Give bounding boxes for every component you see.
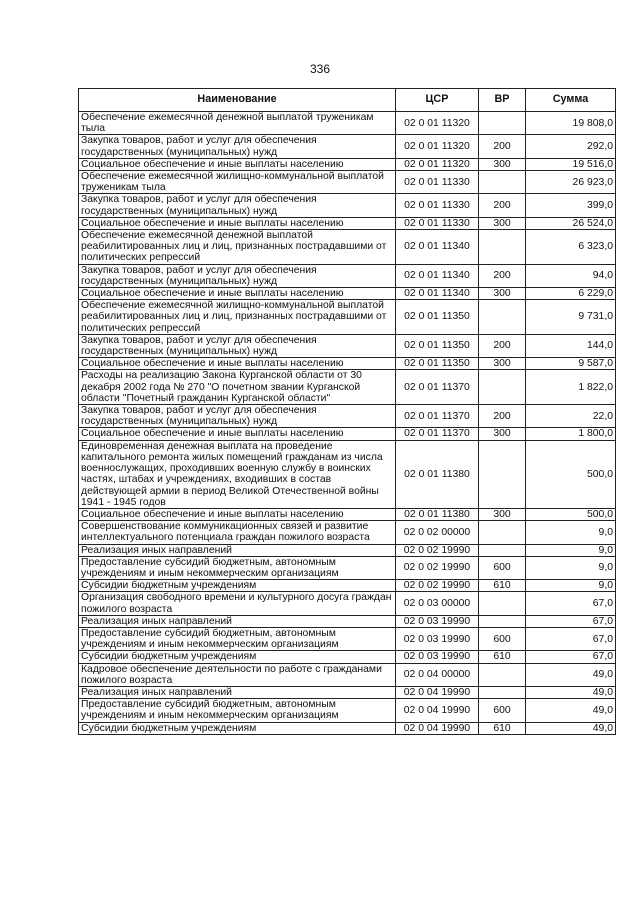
table-row bbox=[79, 521, 616, 544]
table-row bbox=[79, 358, 616, 370]
row-sum: 9 587,0 bbox=[526, 358, 616, 370]
table-row bbox=[79, 264, 616, 287]
row-sum: 67,0 bbox=[526, 627, 616, 650]
row-csr: 02 0 03 19990 bbox=[396, 627, 479, 650]
table-row bbox=[79, 405, 616, 428]
row-csr: 02 0 03 19990 bbox=[396, 615, 479, 627]
row-name: Обеспечение ежемесячной жилищно-коммунальной выплатой труженикам тыла bbox=[79, 171, 396, 194]
table-row bbox=[79, 158, 616, 170]
row-name: Социальное обеспечение и иные выплаты населению bbox=[79, 217, 396, 229]
table-row bbox=[79, 722, 616, 734]
row-csr: 02 0 01 11370 bbox=[396, 370, 479, 405]
row-sum: 49,0 bbox=[526, 722, 616, 734]
row-sum: 1 800,0 bbox=[526, 428, 616, 440]
row-vr bbox=[479, 440, 526, 508]
row-name: Обеспечение ежемесячной жилищно-коммунальной выплатой реабилитированных лиц и лиц, признанных пострадавшими от политических репрессий bbox=[79, 300, 396, 335]
row-sum: 67,0 bbox=[526, 615, 616, 627]
table-row bbox=[79, 508, 616, 520]
row-vr bbox=[479, 544, 526, 556]
row-name: Закупка товаров, работ и услуг для обеспечения государственных (муниципальных) нужд bbox=[79, 264, 396, 287]
row-vr bbox=[479, 592, 526, 615]
row-sum: 67,0 bbox=[526, 592, 616, 615]
row-csr: 02 0 01 11320 bbox=[396, 158, 479, 170]
budget-table bbox=[78, 88, 616, 735]
row-sum: 9,0 bbox=[526, 580, 616, 592]
table-row bbox=[79, 217, 616, 229]
row-name: Субсидии бюджетным учреждениям bbox=[79, 651, 396, 663]
row-name: Предоставление субсидий бюджетным, автономным учреждениям и иным некоммерческим организациям bbox=[79, 627, 396, 650]
row-csr: 02 0 01 11370 bbox=[396, 428, 479, 440]
table-row bbox=[79, 580, 616, 592]
row-name: Обеспечение ежемесячной денежной выплатой труженикам тыла bbox=[79, 112, 396, 135]
row-vr: 300 bbox=[479, 428, 526, 440]
table-row bbox=[79, 194, 616, 217]
row-name: Обеспечение ежемесячной денежной выплатой реабилитированных лиц и лиц, признанных пострадавшими от политических репрессий bbox=[79, 230, 396, 265]
row-sum: 19 516,0 bbox=[526, 158, 616, 170]
row-name: Социальное обеспечение и иные выплаты населению bbox=[79, 508, 396, 520]
row-name: Реализация иных направлений bbox=[79, 615, 396, 627]
row-csr: 02 0 01 11380 bbox=[396, 508, 479, 520]
table-row bbox=[79, 370, 616, 405]
row-sum: 1 822,0 bbox=[526, 370, 616, 405]
row-sum: 49,0 bbox=[526, 663, 616, 686]
row-csr: 02 0 04 19990 bbox=[396, 686, 479, 698]
row-vr: 200 bbox=[479, 334, 526, 357]
table-row bbox=[79, 135, 616, 158]
row-name: Закупка товаров, работ и услуг для обеспечения государственных (муниципальных) нужд bbox=[79, 194, 396, 217]
row-vr: 300 bbox=[479, 158, 526, 170]
table-row bbox=[79, 699, 616, 722]
row-vr bbox=[479, 663, 526, 686]
row-vr: 610 bbox=[479, 722, 526, 734]
row-sum: 292,0 bbox=[526, 135, 616, 158]
row-name: Субсидии бюджетным учреждениям bbox=[79, 580, 396, 592]
row-sum: 399,0 bbox=[526, 194, 616, 217]
row-sum: 500,0 bbox=[526, 440, 616, 508]
row-name: Кадровое обеспечение деятельности по работе с гражданами пожилого возраста bbox=[79, 663, 396, 686]
row-vr: 600 bbox=[479, 556, 526, 579]
row-vr: 610 bbox=[479, 580, 526, 592]
row-vr: 610 bbox=[479, 651, 526, 663]
table-body bbox=[79, 112, 616, 735]
row-sum: 144,0 bbox=[526, 334, 616, 357]
row-vr bbox=[479, 615, 526, 627]
row-sum: 67,0 bbox=[526, 651, 616, 663]
row-sum: 49,0 bbox=[526, 686, 616, 698]
row-sum: 22,0 bbox=[526, 405, 616, 428]
row-name: Предоставление субсидий бюджетным, автономным учреждениям и иным некоммерческим организациям bbox=[79, 699, 396, 722]
row-csr: 02 0 02 19990 bbox=[396, 580, 479, 592]
row-sum: 9,0 bbox=[526, 556, 616, 579]
row-name: Социальное обеспечение и иные выплаты населению bbox=[79, 288, 396, 300]
row-csr: 02 0 04 19990 bbox=[396, 722, 479, 734]
table-row bbox=[79, 334, 616, 357]
row-csr: 02 0 02 00000 bbox=[396, 521, 479, 544]
row-csr: 02 0 01 11320 bbox=[396, 112, 479, 135]
row-name: Закупка товаров, работ и услуг для обеспечения государственных (муниципальных) нужд bbox=[79, 334, 396, 357]
header-sum: Сумма bbox=[526, 89, 616, 112]
header-csr: ЦСР bbox=[396, 89, 479, 112]
row-csr: 02 0 01 11370 bbox=[396, 405, 479, 428]
row-vr: 300 bbox=[479, 508, 526, 520]
table-row bbox=[79, 592, 616, 615]
row-csr: 02 0 01 11340 bbox=[396, 230, 479, 265]
row-sum: 26 524,0 bbox=[526, 217, 616, 229]
row-sum: 6 323,0 bbox=[526, 230, 616, 265]
row-vr bbox=[479, 230, 526, 265]
table-row bbox=[79, 300, 616, 335]
row-csr: 02 0 01 11340 bbox=[396, 288, 479, 300]
table-row bbox=[79, 627, 616, 650]
row-csr: 02 0 01 11340 bbox=[396, 264, 479, 287]
header-name: Наименование bbox=[79, 89, 396, 112]
table-row bbox=[79, 556, 616, 579]
row-sum: 94,0 bbox=[526, 264, 616, 287]
row-name: Реализация иных направлений bbox=[79, 686, 396, 698]
row-csr: 02 0 01 11330 bbox=[396, 194, 479, 217]
row-vr bbox=[479, 112, 526, 135]
row-vr: 600 bbox=[479, 627, 526, 650]
row-csr: 02 0 01 11330 bbox=[396, 171, 479, 194]
header-vr: ВР bbox=[479, 89, 526, 112]
row-vr bbox=[479, 370, 526, 405]
row-sum: 26 923,0 bbox=[526, 171, 616, 194]
row-csr: 02 0 04 19990 bbox=[396, 699, 479, 722]
row-name: Единовременная денежная выплата на проведение капитального ремонта жилых помещений гражданам из числа военнослужащих, проходивших военную службу в воинских частях, штабах и учреждениях, входивших в состав действующей армии в период Великой Отечественной войны 1941 - 1945 годов bbox=[79, 440, 396, 508]
row-name: Закупка товаров, работ и услуг для обеспечения государственных (муниципальных) нужд bbox=[79, 135, 396, 158]
table-row bbox=[79, 651, 616, 663]
row-csr: 02 0 03 19990 bbox=[396, 651, 479, 663]
row-sum: 9,0 bbox=[526, 544, 616, 556]
table-row bbox=[79, 544, 616, 556]
row-csr: 02 0 04 00000 bbox=[396, 663, 479, 686]
table-row bbox=[79, 428, 616, 440]
row-vr bbox=[479, 300, 526, 335]
row-csr: 02 0 01 11350 bbox=[396, 300, 479, 335]
page-number: 336 bbox=[309, 62, 331, 76]
row-sum: 9,0 bbox=[526, 521, 616, 544]
table-row bbox=[79, 171, 616, 194]
row-vr bbox=[479, 686, 526, 698]
table-row bbox=[79, 440, 616, 508]
row-vr: 300 bbox=[479, 217, 526, 229]
row-vr: 300 bbox=[479, 288, 526, 300]
row-name: Реализация иных направлений bbox=[79, 544, 396, 556]
row-name: Социальное обеспечение и иные выплаты населению bbox=[79, 158, 396, 170]
row-name: Организация свободного времени и культурного досуга граждан пожилого возраста bbox=[79, 592, 396, 615]
row-sum: 19 808,0 bbox=[526, 112, 616, 135]
row-vr: 600 bbox=[479, 699, 526, 722]
row-name: Предоставление субсидий бюджетным, автономным учреждениям и иным некоммерческим организациям bbox=[79, 556, 396, 579]
row-csr: 02 0 01 11350 bbox=[396, 334, 479, 357]
row-csr: 02 0 02 19990 bbox=[396, 544, 479, 556]
row-name: Закупка товаров, работ и услуг для обеспечения государственных (муниципальных) нужд bbox=[79, 405, 396, 428]
row-name: Совершенствование коммуникационных связей и развитие интеллектуального потенциала граждан пожилого возраста bbox=[79, 521, 396, 544]
table-row bbox=[79, 686, 616, 698]
row-name: Социальное обеспечение и иные выплаты населению bbox=[79, 358, 396, 370]
table-row bbox=[79, 288, 616, 300]
table-row bbox=[79, 663, 616, 686]
row-csr: 02 0 01 11350 bbox=[396, 358, 479, 370]
row-csr: 02 0 01 11380 bbox=[396, 440, 479, 508]
row-csr: 02 0 01 11320 bbox=[396, 135, 479, 158]
row-vr bbox=[479, 171, 526, 194]
row-sum: 49,0 bbox=[526, 699, 616, 722]
row-sum: 6 229,0 bbox=[526, 288, 616, 300]
row-sum: 500,0 bbox=[526, 508, 616, 520]
row-sum: 9 731,0 bbox=[526, 300, 616, 335]
row-csr: 02 0 02 19990 bbox=[396, 556, 479, 579]
row-vr: 200 bbox=[479, 405, 526, 428]
table-row bbox=[79, 615, 616, 627]
row-vr: 200 bbox=[479, 194, 526, 217]
row-vr bbox=[479, 521, 526, 544]
row-vr: 200 bbox=[479, 264, 526, 287]
row-name: Социальное обеспечение и иные выплаты населению bbox=[79, 428, 396, 440]
row-name: Расходы на реализацию Закона Курганской области от 30 декабря 2002 года № 270 "О почетном звании Курганской области "Почетный гражданин Курганской области" bbox=[79, 370, 396, 405]
row-vr: 200 bbox=[479, 135, 526, 158]
row-csr: 02 0 01 11330 bbox=[396, 217, 479, 229]
table-header-row bbox=[79, 89, 616, 112]
row-name: Субсидии бюджетным учреждениям bbox=[79, 722, 396, 734]
row-csr: 02 0 03 00000 bbox=[396, 592, 479, 615]
row-vr: 300 bbox=[479, 358, 526, 370]
table-row bbox=[79, 112, 616, 135]
table-row bbox=[79, 230, 616, 265]
